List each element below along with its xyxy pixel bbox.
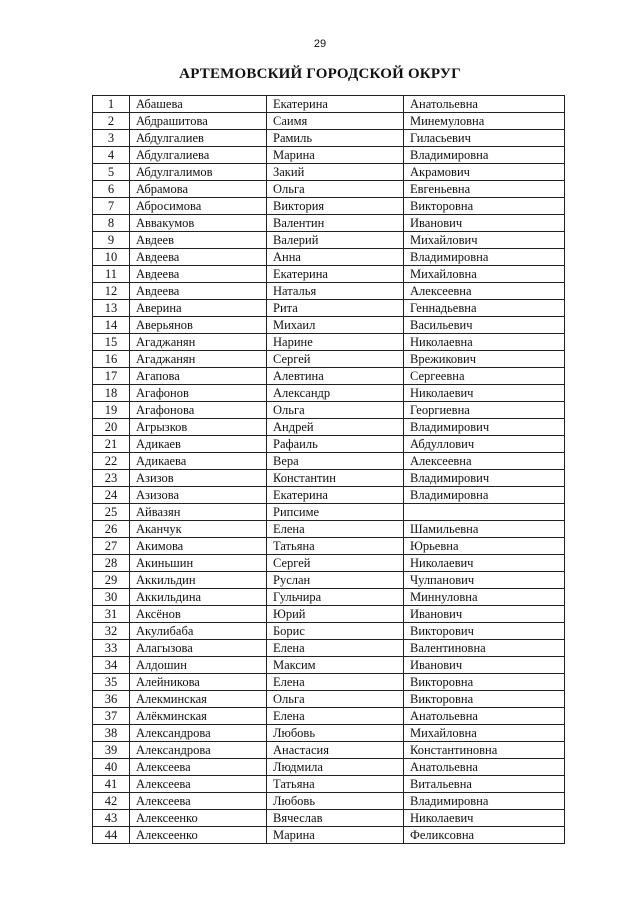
first-name-cell: Людмила (267, 759, 404, 776)
first-name-cell: Александр (267, 385, 404, 402)
patronymic-cell: Владимирович (404, 419, 565, 436)
patronymic-cell: Николаевич (404, 555, 565, 572)
table-row (93, 572, 565, 589)
last-name-cell: Акиньшин (130, 555, 267, 572)
row-number-cell: 29 (93, 572, 130, 589)
row-number-cell: 10 (93, 249, 130, 266)
row-number-cell: 38 (93, 725, 130, 742)
last-name-cell: Алексеева (130, 776, 267, 793)
row-number-cell: 17 (93, 368, 130, 385)
last-name-cell: Агафонова (130, 402, 267, 419)
first-name-cell: Марина (267, 147, 404, 164)
patronymic-cell: Анатольевна (404, 759, 565, 776)
row-number-cell: 41 (93, 776, 130, 793)
first-name-cell: Анна (267, 249, 404, 266)
patronymic-cell: Иванович (404, 657, 565, 674)
last-name-cell: Агафонов (130, 385, 267, 402)
row-number-cell: 5 (93, 164, 130, 181)
first-name-cell: Сергей (267, 351, 404, 368)
row-number-cell: 35 (93, 674, 130, 691)
first-name-cell: Саимя (267, 113, 404, 130)
last-name-cell: Абросимова (130, 198, 267, 215)
table-row (93, 164, 565, 181)
last-name-cell: Аккильдина (130, 589, 267, 606)
first-name-cell: Сергей (267, 555, 404, 572)
table-row (93, 759, 565, 776)
patronymic-cell: Миннуловна (404, 589, 565, 606)
last-name-cell: Алекминская (130, 691, 267, 708)
patronymic-cell: Алексеевна (404, 453, 565, 470)
row-number-cell: 4 (93, 147, 130, 164)
last-name-cell: Акулибаба (130, 623, 267, 640)
first-name-cell: Михаил (267, 317, 404, 334)
last-name-cell: Абдулгалиева (130, 147, 267, 164)
last-name-cell: Аканчук (130, 521, 267, 538)
row-number-cell: 28 (93, 555, 130, 572)
row-number-cell: 37 (93, 708, 130, 725)
patronymic-cell: Анатольевна (404, 96, 565, 113)
row-number-cell: 2 (93, 113, 130, 130)
patronymic-cell: Гиласьевич (404, 130, 565, 147)
patronymic-cell: Сергеевна (404, 368, 565, 385)
patronymic-cell: Викторовна (404, 198, 565, 215)
patronymic-cell: Абдуллович (404, 436, 565, 453)
first-name-cell: Валентин (267, 215, 404, 232)
table-row (93, 589, 565, 606)
last-name-cell: Аверина (130, 300, 267, 317)
patronymic-cell: Юрьевна (404, 538, 565, 555)
page-title: АРТЕМОВСКИЙ ГОРОДСКОЙ ОКРУГ (179, 66, 461, 82)
row-number-cell: 8 (93, 215, 130, 232)
last-name-cell: Авдеева (130, 266, 267, 283)
table-row (93, 487, 565, 504)
last-name-cell: Авдеева (130, 249, 267, 266)
last-name-cell: Аввакумов (130, 215, 267, 232)
table-row (93, 181, 565, 198)
last-name-cell: Азизова (130, 487, 267, 504)
last-name-cell: Алексеева (130, 759, 267, 776)
first-name-cell: Ольга (267, 691, 404, 708)
table-row (93, 232, 565, 249)
table-row (93, 419, 565, 436)
patronymic-cell: Владимировна (404, 249, 565, 266)
patronymic-cell: Витальевна (404, 776, 565, 793)
patronymic-cell: Владимировна (404, 147, 565, 164)
row-number-cell: 19 (93, 402, 130, 419)
table-row (93, 283, 565, 300)
last-name-cell: Абашева (130, 96, 267, 113)
last-name-cell: Абдрашитова (130, 113, 267, 130)
table-row (93, 317, 565, 334)
names-table-body (93, 96, 565, 844)
first-name-cell: Нарине (267, 334, 404, 351)
row-number-cell: 3 (93, 130, 130, 147)
patronymic-cell: Викторовна (404, 674, 565, 691)
row-number-cell: 15 (93, 334, 130, 351)
table-row (93, 470, 565, 487)
table-row (93, 742, 565, 759)
row-number-cell: 6 (93, 181, 130, 198)
last-name-cell: Азизов (130, 470, 267, 487)
table-row (93, 793, 565, 810)
row-number-cell: 21 (93, 436, 130, 453)
table-row (93, 810, 565, 827)
first-name-cell: Екатерина (267, 266, 404, 283)
table-row (93, 368, 565, 385)
last-name-cell: Алексеева (130, 793, 267, 810)
patronymic-cell: Феликсовна (404, 827, 565, 844)
table-row (93, 555, 565, 572)
patronymic-cell: Акрамович (404, 164, 565, 181)
first-name-cell: Елена (267, 521, 404, 538)
row-number-cell: 32 (93, 623, 130, 640)
row-number-cell: 22 (93, 453, 130, 470)
table-row (93, 827, 565, 844)
table-row (93, 623, 565, 640)
last-name-cell: Агапова (130, 368, 267, 385)
table-row (93, 402, 565, 419)
patronymic-cell: Михайловна (404, 725, 565, 742)
first-name-cell: Татьяна (267, 538, 404, 555)
row-number-cell: 33 (93, 640, 130, 657)
last-name-cell: Алейникова (130, 674, 267, 691)
last-name-cell: Александрова (130, 742, 267, 759)
first-name-cell: Любовь (267, 793, 404, 810)
first-name-cell: Алевтина (267, 368, 404, 385)
table-row (93, 776, 565, 793)
first-name-cell: Гульчира (267, 589, 404, 606)
first-name-cell: Константин (267, 470, 404, 487)
first-name-cell: Рита (267, 300, 404, 317)
table-row (93, 640, 565, 657)
first-name-cell: Вячеслав (267, 810, 404, 827)
last-name-cell: Абрамова (130, 181, 267, 198)
first-name-cell: Анастасия (267, 742, 404, 759)
last-name-cell: Аккильдин (130, 572, 267, 589)
patronymic-cell: Владимирович (404, 470, 565, 487)
patronymic-cell: Врежикович (404, 351, 565, 368)
first-name-cell: Наталья (267, 283, 404, 300)
table-row (93, 215, 565, 232)
patronymic-cell: Николаевич (404, 810, 565, 827)
row-number-cell: 20 (93, 419, 130, 436)
row-number-cell: 42 (93, 793, 130, 810)
first-name-cell: Рамиль (267, 130, 404, 147)
patronymic-cell: Шамильевна (404, 521, 565, 538)
table-row (93, 453, 565, 470)
row-number-cell: 14 (93, 317, 130, 334)
patronymic-cell: Геннадьевна (404, 300, 565, 317)
table-row (93, 130, 565, 147)
patronymic-cell: Михайлович (404, 232, 565, 249)
last-name-cell: Аксёнов (130, 606, 267, 623)
first-name-cell: Виктория (267, 198, 404, 215)
first-name-cell: Рафаиль (267, 436, 404, 453)
row-number-cell: 1 (93, 96, 130, 113)
table-row (93, 96, 565, 113)
patronymic-cell: Валентиновна (404, 640, 565, 657)
table-row (93, 657, 565, 674)
last-name-cell: Агаджанян (130, 334, 267, 351)
table-row (93, 385, 565, 402)
row-number-cell: 30 (93, 589, 130, 606)
last-name-cell: Алёкминская (130, 708, 267, 725)
first-name-cell: Ольга (267, 181, 404, 198)
patronymic-cell: Чулпанович (404, 572, 565, 589)
last-name-cell: Адикаев (130, 436, 267, 453)
patronymic-cell: Викторович (404, 623, 565, 640)
last-name-cell: Алагызова (130, 640, 267, 657)
names-table (92, 95, 565, 844)
row-number-cell: 27 (93, 538, 130, 555)
patronymic-cell (404, 504, 565, 521)
first-name-cell: Максим (267, 657, 404, 674)
last-name-cell: Акимова (130, 538, 267, 555)
table-row (93, 504, 565, 521)
row-number-cell: 24 (93, 487, 130, 504)
patronymic-cell: Викторовна (404, 691, 565, 708)
patronymic-cell: Иванович (404, 606, 565, 623)
page-number: 29 (313, 38, 327, 50)
patronymic-cell: Константиновна (404, 742, 565, 759)
first-name-cell: Ольга (267, 402, 404, 419)
patronymic-cell: Николаевич (404, 385, 565, 402)
last-name-cell: Адикаева (130, 453, 267, 470)
row-number-cell: 43 (93, 810, 130, 827)
patronymic-cell: Владимировна (404, 793, 565, 810)
first-name-cell: Вера (267, 453, 404, 470)
row-number-cell: 12 (93, 283, 130, 300)
row-number-cell: 40 (93, 759, 130, 776)
last-name-cell: Айвазян (130, 504, 267, 521)
first-name-cell: Елена (267, 640, 404, 657)
first-name-cell: Закий (267, 164, 404, 181)
patronymic-cell: Владимировна (404, 487, 565, 504)
patronymic-cell: Алексеевна (404, 283, 565, 300)
table-row (93, 436, 565, 453)
row-number-cell: 13 (93, 300, 130, 317)
last-name-cell: Авдеева (130, 283, 267, 300)
row-number-cell: 23 (93, 470, 130, 487)
first-name-cell: Валерий (267, 232, 404, 249)
table-row (93, 538, 565, 555)
first-name-cell: Юрий (267, 606, 404, 623)
patronymic-cell: Иванович (404, 215, 565, 232)
patronymic-cell: Николаевна (404, 334, 565, 351)
first-name-cell: Татьяна (267, 776, 404, 793)
table-row (93, 351, 565, 368)
last-name-cell: Аверьянов (130, 317, 267, 334)
first-name-cell: Рипсиме (267, 504, 404, 521)
patronymic-cell: Анатольевна (404, 708, 565, 725)
first-name-cell: Андрей (267, 419, 404, 436)
table-row (93, 691, 565, 708)
row-number-cell: 9 (93, 232, 130, 249)
table-row (93, 521, 565, 538)
table-row (93, 249, 565, 266)
table-row (93, 334, 565, 351)
row-number-cell: 34 (93, 657, 130, 674)
table-row (93, 300, 565, 317)
last-name-cell: Алексеенко (130, 810, 267, 827)
last-name-cell: Алдошин (130, 657, 267, 674)
table-row (93, 708, 565, 725)
last-name-cell: Авдеев (130, 232, 267, 249)
first-name-cell: Екатерина (267, 487, 404, 504)
first-name-cell: Елена (267, 708, 404, 725)
last-name-cell: Агрызков (130, 419, 267, 436)
table-row (93, 725, 565, 742)
row-number-cell: 11 (93, 266, 130, 283)
row-number-cell: 25 (93, 504, 130, 521)
row-number-cell: 39 (93, 742, 130, 759)
patronymic-cell: Васильевич (404, 317, 565, 334)
table-row (93, 147, 565, 164)
table-row (93, 198, 565, 215)
row-number-cell: 7 (93, 198, 130, 215)
last-name-cell: Алексеенко (130, 827, 267, 844)
table-row (93, 266, 565, 283)
last-name-cell: Агаджанян (130, 351, 267, 368)
table-row (93, 113, 565, 130)
first-name-cell: Марина (267, 827, 404, 844)
patronymic-cell: Евгеньевна (404, 181, 565, 198)
patronymic-cell: Михайловна (404, 266, 565, 283)
table-row (93, 674, 565, 691)
last-name-cell: Абдулгалимов (130, 164, 267, 181)
patronymic-cell: Минемуловна (404, 113, 565, 130)
first-name-cell: Екатерина (267, 96, 404, 113)
row-number-cell: 36 (93, 691, 130, 708)
first-name-cell: Руслан (267, 572, 404, 589)
row-number-cell: 18 (93, 385, 130, 402)
last-name-cell: Александрова (130, 725, 267, 742)
row-number-cell: 26 (93, 521, 130, 538)
last-name-cell: Абдулгалиев (130, 130, 267, 147)
row-number-cell: 16 (93, 351, 130, 368)
first-name-cell: Любовь (267, 725, 404, 742)
first-name-cell: Елена (267, 674, 404, 691)
table-row (93, 606, 565, 623)
first-name-cell: Борис (267, 623, 404, 640)
patronymic-cell: Георгиевна (404, 402, 565, 419)
row-number-cell: 44 (93, 827, 130, 844)
row-number-cell: 31 (93, 606, 130, 623)
